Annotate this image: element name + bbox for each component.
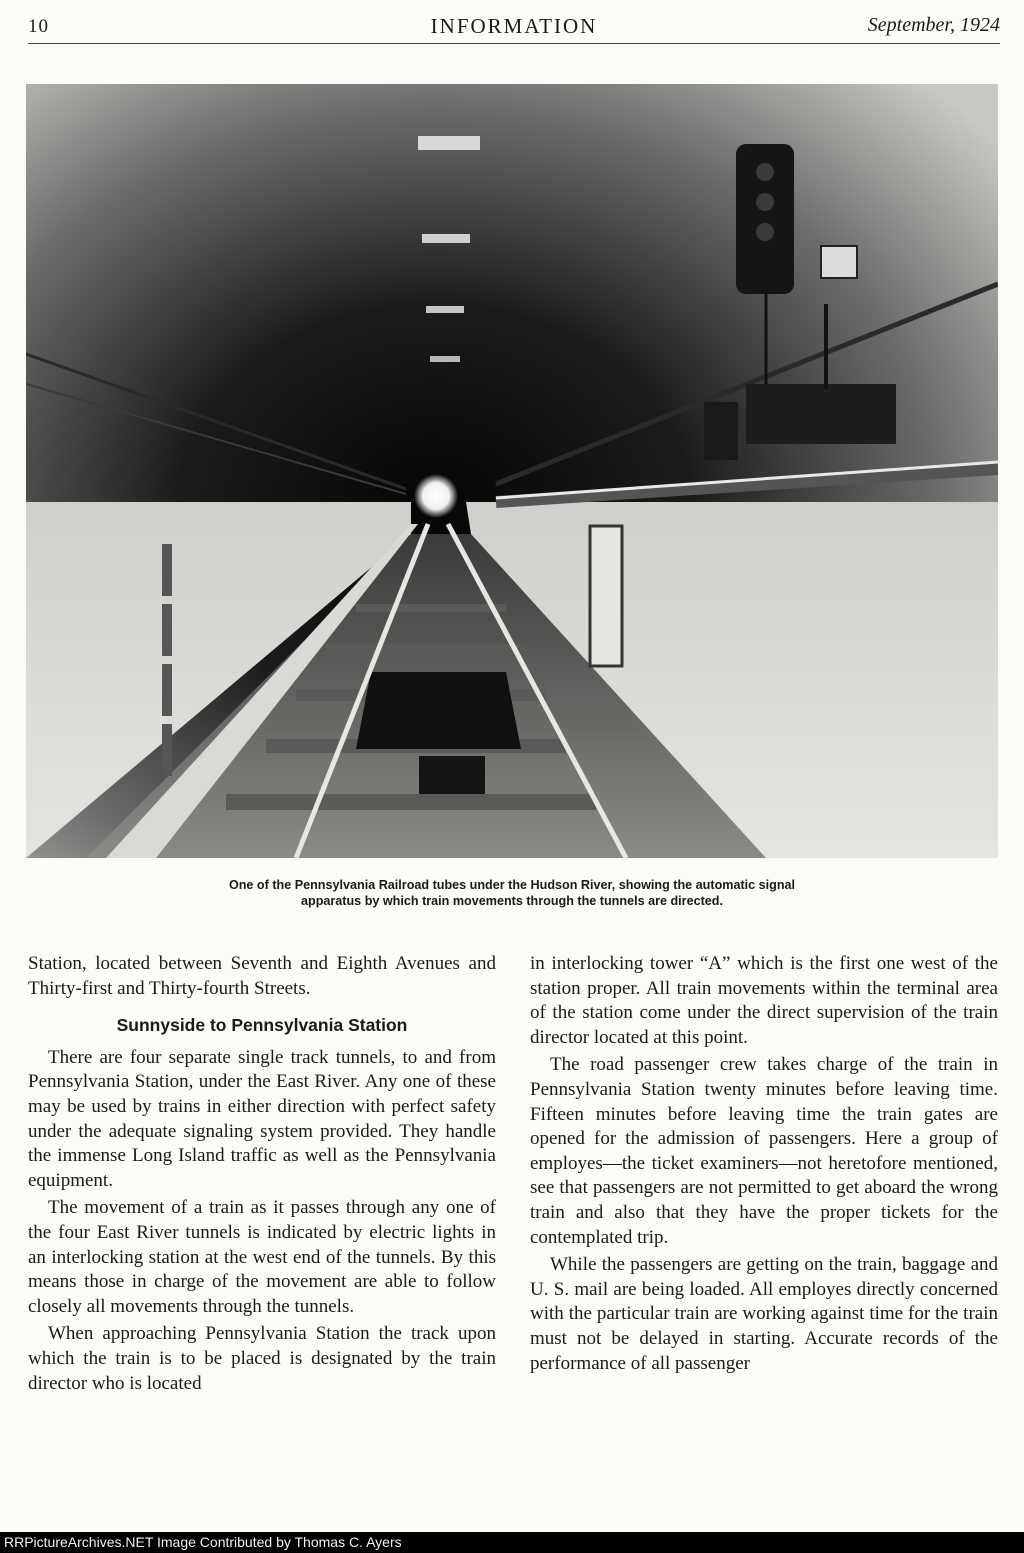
article-column-left bbox=[28, 952, 496, 1399]
paragraph: The road passenger crew takes charge of the train in Pennsylvania Station twenty minutes before leaving time. Fifteen minutes before leaving time the train gates are opened for the admission of passengers. Here a group of employes—the ticket examiners—not heretofore mentioned, see that passengers are not permitted to get aboard the wrong train and also that they have the proper tickets for the contemplated trip. bbox=[530, 1054, 998, 1248]
image-credit-bar bbox=[0, 1532, 1024, 1553]
section-heading: Sunnyside to Pennsylvania Station bbox=[116, 1015, 408, 1036]
paragraph: Station, located between Seventh and Eighth Avenues and Thirty-first and Thirty-fourth Streets. bbox=[28, 953, 496, 999]
issue-date: September, 1924 bbox=[867, 14, 1000, 36]
article-column-right bbox=[530, 952, 998, 1379]
tunnel-photo-illustration bbox=[26, 84, 998, 858]
tunnel-photograph bbox=[26, 84, 998, 858]
paragraph: The movement of a train as it passes through any one of the four East River tunnels is indicated by electric lights in an interlocking station at the west end of the tunnels. By this means those in charge of the movement are able to follow closely all movements through the tunnels. bbox=[28, 1197, 496, 1317]
caption-line-1: One of the Pennsylvania Railroad tubes under the Hudson River, showing the automatic signal bbox=[228, 878, 796, 892]
paragraph: When approaching Pennsylvania Station the track upon which the train is to be placed is designated by the train director who is located bbox=[28, 1323, 496, 1394]
magazine-title: INFORMATION bbox=[430, 14, 598, 38]
page-header bbox=[28, 10, 1000, 44]
image-credit: RRPictureArchives.NET Image Contributed by Thomas C. Ayers bbox=[4, 1534, 402, 1550]
photo-caption bbox=[60, 877, 964, 909]
paragraph: There are four separate single track tunnels, to and from Pennsylvania Station, under the East River. Any one of these may be used by trains in either direction with perfect safety under the adequate signaling system provided. They handle the immense Long Island traffic as well as the Pennsylvania equipment. bbox=[28, 1046, 496, 1191]
paragraph: While the passengers are getting on the train, baggage and U. S. mail are being loaded. All employes directly concerned with the particular train are working against time for the train must not be delayed in starting. Accurate records of the performance of all passenger bbox=[530, 1254, 998, 1374]
paragraph: in interlocking tower “A” which is the first one west of the station proper. All train movements within the terminal area of the station come under the direct supervision of the train director located at this point. bbox=[530, 953, 998, 1048]
caption-line-2: apparatus by which train movements through the tunnels are directed. bbox=[301, 894, 723, 908]
page-number: 10 bbox=[28, 16, 49, 37]
